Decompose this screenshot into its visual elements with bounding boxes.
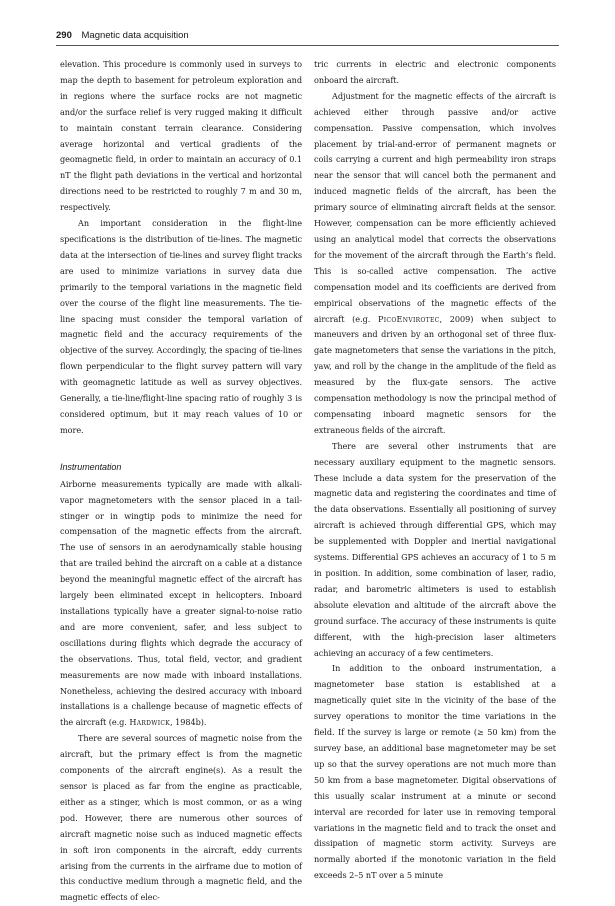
paragraph: tric currents in electric and electronic components onboard the aircraft.: [314, 59, 556, 85]
paragraph-text: Airborne measurements typically are made with alkali-vapor magnetometers with the sensor placed in a tail-stinger or in wingtip pods to minimize the need for compensation of the magnetic effects from the aircraft. The use of sensors in an aerodynamically stable housing that are trailed behind the aircraft on a cable at a distance beyond the meaningful magnetic effect of the aircraft has largely been eliminated except in helicopters. Inboard installations typically have a greater signal-to-noise ratio and are more convenient, safer, and less subject to oscillations during flights which degrade the accuracy of the observations. Thus, total field, vector, and gradient measurements are now made with inboard installations. Nonetheless, achieving the desired accuracy with inboard installations is a challenge because of magnetic effects of the aircraft (e.g.: [60, 478, 302, 728]
citation: PicoEnvirotec: [378, 313, 440, 324]
paragraph-text: Adjustment for the magnetic effects of the aircraft is achieved either through passive and/or active compensation. Passive compensation, which involves placement by trial-and-error of permanent magnets or coils carrying a current and high permeability iron straps near the sensor that will cancel both the permanent and induced magnetic fields of the aircraft, has been the primary source of eliminating aircraft fields at the sensor. However, compensation can be more efficiently achieved using an analytical model that corrects the observations for the movement of the aircraft through the Earth’s field. This is so-called active compensation. The active compensation model and its coefficients are derived from empirical observations of the magnetic effects of the aircraft (e.g.: [314, 90, 556, 324]
paragraph: [60, 477, 302, 732]
running-title: Magnetic data acquisition: [81, 30, 189, 41]
paragraph: There are several other instruments that are necessary auxiliary equipment to the magnetic sensors. These include a data system for the preservation of the magnetic data and registering the coordinates and time of the data observations. Essentially all positioning of survey aircraft is achieved through differential GPS, which may be supplemented with Doppler and inertial navigational systems. Differential GPS achieves an accuracy of 1 to 5 m in position. In addition, some combination of laser, radio, radar, and barometric altimeters is used to establish absolute elevation and altitude of the aircraft above the ground surface. The accuracy of these instruments is quite different, with the high-precision laser altimeters achieving an accuracy of a few centimeters.: [314, 440, 556, 658]
running-header: [56, 30, 559, 46]
paragraph-text: , 2009) when subject to maneuvers and driven by an orthogonal set of three flux-gate magnetometers that sense the variations in the pitch, yaw, and roll by the change in the amplitude of the field as measured by the flux-gate sensors. The active compensation methodology is now the principal method of compensating inboard magnetic sensors for the extraneous fields of the aircraft.: [314, 313, 556, 435]
citation: Hardwick: [129, 717, 171, 728]
left-column: [60, 57, 302, 906]
header-rule: [56, 45, 559, 46]
page-number: 290: [56, 30, 72, 41]
paragraph: In addition to the onboard instrumentation, a magnetometer base station is established at a magnetically quiet site in the vicinity of the base of the survey operations to monitor the time variations in the field. If the survey is large or remote (≥ 50 km) from the survey base, an additional base magnetometer may be set up so that the survey operations are not much more than 50 km from a base magnetometer. Digital observations of this usually scalar instrument at a minute or second interval are recorded for later use in removing temporal variations in the magnetic field and to track the onset and dissipation of magnetic storm activity. Surveys are normally aborted if the monotonic variation in the field exceeds 2–5 nT over a 5 minute: [314, 663, 556, 881]
paragraph: [314, 89, 556, 439]
section-heading: Instrumentation: [60, 461, 122, 472]
paragraph: An important consideration in the flight-line specifications is the distribution of tie-lines. The magnetic data at the intersection of tie-lines and survey flight tracks are used to minimize variations in survey data due primarily to the temporal variations in the magnetic field over the course of the flight line measurements. The tie-line spacing must consider the temporal variation of magnetic field and the accuracy requirements of the objective of the survey. Accordingly, the spacing of tie-lines flown perpendicular to the flight survey pattern will vary with geomagnetic latitude as well as survey objectives. Generally, a tie-line/flight-line spacing ratio of roughly 3 is considered optimum, but it may reach values of 10 or more.: [60, 218, 302, 435]
paragraph: elevation. This procedure is commonly used in surveys to map the depth to basement for petroleum exploration and in regions where the surface rocks are not magnetic and/or the surface relief is very rugged making it difficult to maintain constant terrain clearance. Considering average horizontal and vertical gradients of the geomagnetic field, in order to maintain an accuracy of 0.1 nT the flight path deviations in the vertical and horizontal directions need to be restricted to roughly 7 m and 30 m, respectively.: [60, 59, 302, 213]
right-column: [314, 57, 556, 884]
paragraph-text: , 1984b).: [170, 717, 207, 728]
paragraph: There are several sources of magnetic noise from the aircraft, but the primary effect is from the magnetic components of the aircraft engine(s). As a result the sensor is placed as far from the engine as practicable, either as a stinger, which is most common, or as a wing pod. However, there are numerous other sources of aircraft magnetic noise such as induced magnetic effects in soft iron components in the aircraft, eddy currents arising from the currents in the airframe due to motion of this conductive medium through a magnetic field, and the magnetic effects of elec-: [60, 733, 302, 903]
